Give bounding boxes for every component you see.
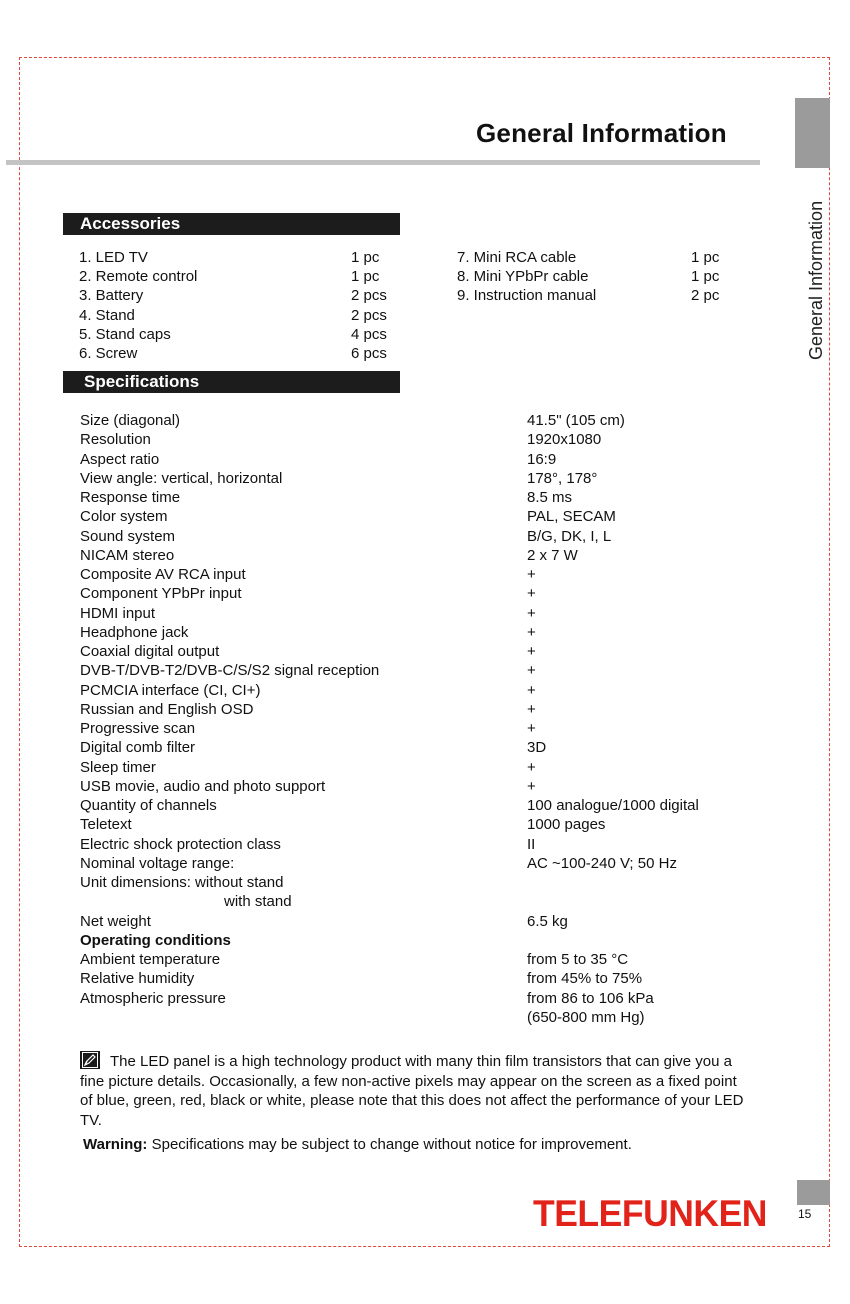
spec-value: (650-800 mm Hg) <box>527 1008 645 1026</box>
spec-value: 3D <box>527 739 547 757</box>
specifications-heading-text: Specifications <box>84 372 200 391</box>
spec-label: with stand <box>224 893 292 911</box>
accessory-item: 8. Mini YPbPr cable <box>457 268 589 286</box>
spec-label: Unit dimensions: without stand <box>80 874 284 891</box>
spec-value: + <box>527 777 536 795</box>
spec-row <box>80 642 760 661</box>
accessory-row <box>79 306 409 325</box>
accessory-item: 1. LED TV <box>79 249 148 266</box>
spec-row <box>80 584 760 603</box>
spec-label: DVB-T/DVB-T2/DVB-C/S/S2 signal reception <box>80 662 380 680</box>
spec-row <box>80 892 760 911</box>
spec-row <box>80 873 760 892</box>
spec-row <box>80 969 760 988</box>
spec-value: + <box>527 585 536 603</box>
spec-label: Color system <box>80 508 168 526</box>
spec-row <box>80 430 760 449</box>
accessories-right-list <box>457 248 757 306</box>
spec-row <box>80 777 760 796</box>
spec-label: Operating conditions <box>80 931 231 949</box>
side-tab <box>795 98 830 168</box>
accessory-quantity: 1 pc <box>351 268 380 286</box>
spec-label: Size (diagonal) <box>80 412 181 429</box>
spec-label: Composite AV RCA input <box>80 566 246 583</box>
spec-row <box>80 931 760 950</box>
accessories-left-list <box>79 248 409 363</box>
spec-value: + <box>527 604 536 622</box>
spec-label: Net weight <box>80 912 151 930</box>
spec-row <box>80 565 760 584</box>
accessory-row <box>79 325 409 344</box>
spec-row <box>80 989 760 1008</box>
spec-row <box>80 700 760 719</box>
accessory-row <box>457 267 757 286</box>
accessory-row <box>79 286 409 305</box>
spec-row <box>80 681 760 700</box>
accessory-quantity: 2 pcs <box>351 306 387 324</box>
spec-label: Aspect ratio <box>80 450 160 468</box>
spec-row <box>80 469 760 488</box>
accessory-item: 4. Stand <box>79 306 135 324</box>
spec-label: View angle: vertical, horizontal <box>80 469 283 487</box>
spec-row <box>80 719 760 738</box>
spec-value: + <box>527 681 536 699</box>
spec-value: PAL, SECAM <box>527 508 616 526</box>
spec-label: HDMI input <box>80 604 156 622</box>
accessory-item: 9. Instruction manual <box>457 287 597 305</box>
spec-value: 6.5 kg <box>527 912 568 930</box>
spec-label: Response time <box>80 489 181 506</box>
spec-label: PCMCIA interface (CI, CI+) <box>80 681 261 699</box>
spec-value: 41.5" (105 cm) <box>527 412 625 429</box>
spec-value: II <box>527 835 536 853</box>
accessory-quantity: 2 pcs <box>351 287 387 305</box>
accessory-quantity: 1 pc <box>691 249 720 266</box>
spec-value: + <box>527 662 536 680</box>
spec-row <box>80 411 760 430</box>
accessory-item: 6. Screw <box>79 344 138 362</box>
specifications-table <box>80 411 760 1027</box>
spec-row <box>80 507 760 526</box>
spec-value: + <box>527 758 536 776</box>
spec-value: from 86 to 106 kPa <box>527 989 654 1007</box>
spec-label: Resolution <box>80 431 151 449</box>
accessory-row <box>79 344 409 363</box>
spec-value: 8.5 ms <box>527 489 573 506</box>
warning-line <box>83 1136 632 1153</box>
spec-label: Sleep timer <box>80 758 156 776</box>
note-pencil-icon <box>80 1051 100 1069</box>
spec-label: Component YPbPr input <box>80 585 242 603</box>
spec-label: Headphone jack <box>80 623 189 641</box>
spec-row <box>80 546 760 565</box>
spec-value: + <box>527 623 536 641</box>
specifications-heading <box>63 371 400 393</box>
spec-label: Relative humidity <box>80 970 195 988</box>
spec-label: Sound system <box>80 527 176 545</box>
telefunken-logo: TELEFUNKEN <box>533 1193 767 1234</box>
spec-value: 1000 pages <box>527 816 606 834</box>
accessory-item: 3. Battery <box>79 287 144 305</box>
spec-value: + <box>527 720 536 737</box>
spec-value: AC ~100-240 V; 50 Hz <box>527 854 677 872</box>
accessory-quantity: 2 pc <box>691 287 720 305</box>
page-number-tab <box>797 1180 830 1205</box>
spec-value: 100 analogue/1000 digital <box>527 797 699 814</box>
spec-label: Nominal voltage range: <box>80 854 235 872</box>
spec-row <box>80 1008 760 1027</box>
accessories-heading-text: Accessories <box>80 214 181 233</box>
page-number: 15 <box>798 1207 812 1221</box>
spec-row <box>80 815 760 834</box>
spec-row <box>80 450 760 469</box>
spec-row <box>80 661 760 680</box>
spec-row <box>80 835 760 854</box>
spec-value: from 45% to 75% <box>527 970 643 988</box>
accessory-quantity: 6 pcs <box>351 344 387 362</box>
spec-label: Digital comb filter <box>80 739 196 757</box>
accessory-item: 7. Mini RCA cable <box>457 249 577 266</box>
accessory-row <box>457 248 757 267</box>
led-panel-note <box>80 1051 745 1130</box>
page-title: General Information <box>476 118 727 148</box>
warning-label: Warning: <box>83 1136 148 1153</box>
spec-label: Progressive scan <box>80 720 196 737</box>
accessory-item: 2. Remote control <box>79 268 198 286</box>
spec-row <box>80 950 760 969</box>
note-text: The LED panel is a high technology product with many thin film transistors that can give you a fine picture details. Occasionally, a few non-active pixels may appear on the screen as a fixed point of blue, green, red, black or white, please note that this does not affect the performance of your LED TV. <box>80 1053 744 1129</box>
accessory-item: 5. Stand caps <box>79 325 171 343</box>
spec-label: Quantity of channels <box>80 797 217 814</box>
spec-value: 1920x1080 <box>527 431 602 449</box>
spec-label: NICAM stereo <box>80 546 175 564</box>
spec-value: 178°, 178° <box>527 469 598 487</box>
spec-value: 2 x 7 W <box>527 546 578 564</box>
spec-label: Ambient temperature <box>80 951 221 968</box>
spec-row <box>80 527 760 546</box>
spec-row <box>80 623 760 642</box>
spec-value: + <box>527 566 536 583</box>
spec-label: USB movie, audio and photo support <box>80 777 326 795</box>
accessory-row <box>79 248 409 267</box>
spec-value: from 5 to 35 °C <box>527 951 629 968</box>
accessory-row <box>457 286 757 305</box>
warning-text: Specifications may be subject to change without notice for improvement. <box>151 1136 632 1153</box>
accessory-row <box>79 267 409 286</box>
spec-value: 16:9 <box>527 450 557 468</box>
spec-value: + <box>527 700 536 718</box>
spec-row <box>80 738 760 757</box>
accessory-quantity: 1 pc <box>691 268 720 286</box>
spec-row <box>80 604 760 623</box>
spec-label: Russian and English OSD <box>80 700 254 718</box>
spec-row <box>80 912 760 931</box>
accessories-heading <box>63 213 400 235</box>
spec-value: B/G, DK, I, L <box>527 527 612 545</box>
spec-value: + <box>527 643 536 660</box>
spec-label: Coaxial digital output <box>80 643 220 660</box>
spec-label: Electric shock protection class <box>80 835 281 853</box>
spec-row <box>80 796 760 815</box>
spec-label: Teletext <box>80 816 132 834</box>
spec-row <box>80 488 760 507</box>
spec-row <box>80 854 760 873</box>
accessory-quantity: 1 pc <box>351 249 380 266</box>
spec-label: Atmospheric pressure <box>80 989 226 1007</box>
spec-row <box>80 758 760 777</box>
side-section-label: General Information <box>806 200 826 360</box>
accessory-quantity: 4 pcs <box>351 325 387 343</box>
title-divider <box>6 160 760 165</box>
